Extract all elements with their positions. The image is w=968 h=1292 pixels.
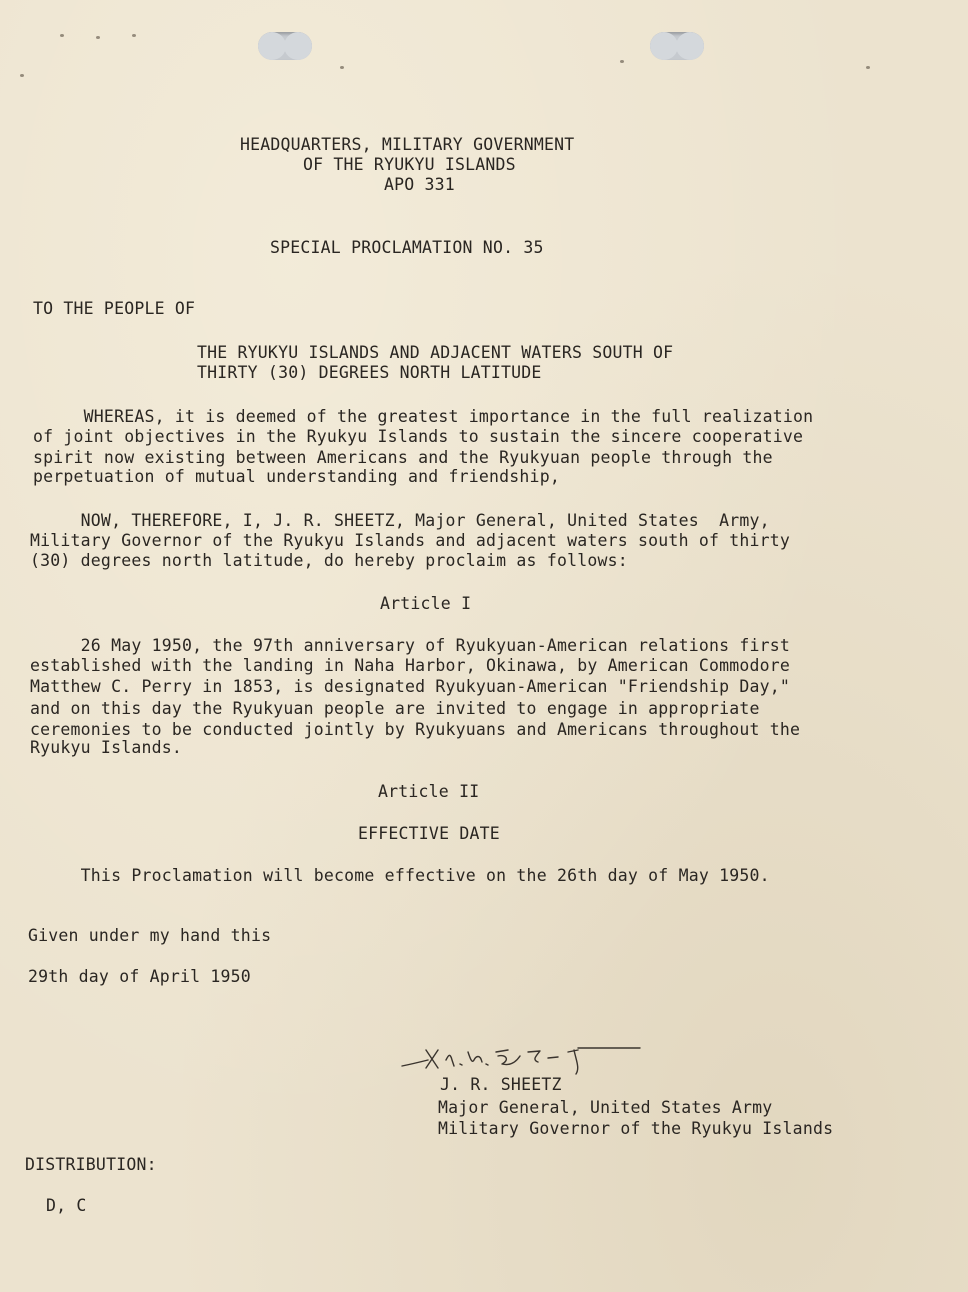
punch-hole-left bbox=[258, 32, 312, 60]
article-1-line-4: and on this day the Ryukyuan people are invited to engage in appropriate bbox=[30, 699, 760, 718]
signatory-title-1: Major General, United States Army bbox=[438, 1098, 773, 1117]
therefore-line-3: (30) degrees north latitude, do hereby proclaim as follows: bbox=[30, 551, 628, 570]
distribution-value: D, C bbox=[46, 1196, 87, 1215]
given-line-1: Given under my hand this bbox=[28, 926, 272, 945]
whereas-line-4: perpetuation of mutual understanding and friendship, bbox=[33, 467, 560, 486]
article-1-line-2: established with the landing in Naha Harbor, Okinawa, by American Commodore bbox=[30, 656, 791, 675]
paper-speck bbox=[620, 60, 624, 63]
punch-hole-right bbox=[650, 32, 704, 60]
signatory-name: J. R. SHEETZ bbox=[440, 1075, 562, 1094]
paper-speck bbox=[20, 74, 24, 77]
given-line-2: 29th day of April 1950 bbox=[28, 967, 251, 986]
paper-speck bbox=[132, 34, 136, 37]
distribution-label: DISTRIBUTION: bbox=[25, 1155, 157, 1174]
article-2-heading: Article II bbox=[378, 782, 480, 801]
letterhead-line-3: APO 331 bbox=[384, 175, 455, 194]
addressee-line-1: THE RYUKYU ISLANDS AND ADJACENT WATERS SOUTH OF bbox=[197, 343, 674, 362]
handwritten-signature bbox=[398, 1038, 643, 1080]
addressee-intro: TO THE PEOPLE OF bbox=[33, 299, 196, 318]
letterhead-line-1: HEADQUARTERS, MILITARY GOVERNMENT bbox=[240, 135, 575, 154]
article-1-line-5: ceremonies to be conducted jointly by Ryukyuans and Americans throughout the bbox=[30, 720, 801, 739]
proclamation-title: SPECIAL PROCLAMATION NO. 35 bbox=[270, 238, 544, 257]
paper-speck bbox=[60, 34, 64, 37]
paper-speck bbox=[340, 66, 344, 69]
therefore-line-1: NOW, THEREFORE, I, J. R. SHEETZ, Major General, United States Army, bbox=[30, 511, 770, 530]
letterhead-line-2: OF THE RYUKYU ISLANDS bbox=[303, 155, 516, 174]
article-2-text: This Proclamation will become effective on the 26th day of May 1950. bbox=[30, 866, 770, 885]
therefore-line-2: Military Governor of the Ryukyu Islands and adjacent waters south of thirty bbox=[30, 531, 791, 550]
paper-speck bbox=[866, 66, 870, 69]
addressee-line-2: THIRTY (30) DEGREES NORTH LATITUDE bbox=[197, 363, 542, 382]
article-1-line-3: Matthew C. Perry in 1853, is designated Ryukyuan-American "Friendship Day," bbox=[30, 677, 791, 696]
whereas-line-2: of joint objectives in the Ryukyu Islands to sustain the sincere cooperative bbox=[33, 427, 804, 446]
article-1-line-6: Ryukyu Islands. bbox=[30, 738, 183, 757]
whereas-line-3: spirit now existing between Americans and the Ryukyuan people through the bbox=[33, 448, 773, 467]
article-2-subheading: EFFECTIVE DATE bbox=[358, 824, 500, 843]
article-1-heading: Article I bbox=[380, 594, 472, 613]
article-1-line-1: 26 May 1950, the 97th anniversary of Ryukyuan-American relations first bbox=[30, 636, 791, 655]
whereas-line-1: WHEREAS, it is deemed of the greatest importance in the full realization bbox=[33, 407, 814, 426]
paper-speck bbox=[96, 36, 100, 39]
signatory-title-2: Military Governor of the Ryukyu Islands bbox=[438, 1119, 834, 1138]
